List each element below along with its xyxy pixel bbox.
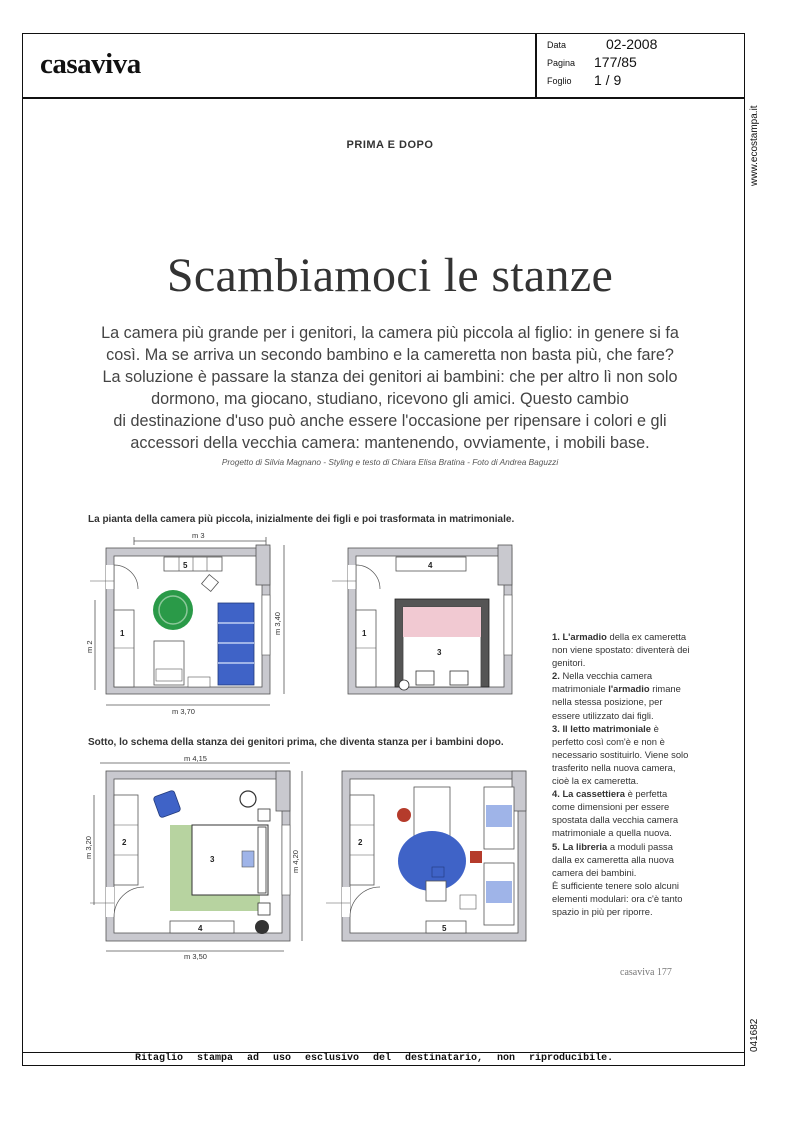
label-4: 4 [198,924,203,933]
logo: casaviva [40,48,141,80]
pagina-value: 177/85 [594,54,637,70]
foglio-label: Foglio [547,76,572,86]
label-2: 2 [358,838,363,847]
intro-line: dormono, ma giocano, studiano, ricevono gli amici. Questo cambio [151,390,629,408]
intro-line: La soluzione è passare la stanza dei genitori ai bambini: che per altro lì non solo [102,368,678,386]
data-value: 02-2008 [606,36,658,52]
dim-left: m 3,20 [84,836,93,859]
dim-right: m 4,20 [291,850,300,873]
folio: casaviva 177 [620,967,672,978]
intro-line: La camera più grande per i genitori, la camera più piccola al figlio: in genere si fa [101,324,679,342]
plan-large-before [84,754,302,961]
legend-item: È sufficiente tenere solo alcuni elementi modulari: ora c'è tanto spazio in più per riporre. [552,879,683,917]
credits: Progetto di Silvia Magnano - Styling e testo di Chiara Elisa Bratina - Foto di Andrea Baguzzi [221,457,559,467]
legend-item: 2. Nella vecchia camera matrimoniale l'armadio rimane nella stessa posizione, per essere utilizzato dai figli. [552,670,681,721]
intro-line: di destinazione d'uso può anche essere l'occasione per ripensare i colori e gli [113,412,667,430]
legend-item: 1. L'armadio della ex cameretta non viene spostato: diventerà dei genitori. [552,631,690,669]
label-1: 1 [362,629,367,638]
label-4: 4 [428,561,433,570]
dim-top: m 4,15 [184,754,207,763]
caption-bottom: Sotto, lo schema della stanza dei genitori prima, che diventa stanza per i bambini dopo. [88,737,504,748]
dim-left: m 2 [85,640,94,653]
code-vertical: 041682 [749,1018,760,1052]
intro-line: accessori della vecchia camera: mantenendo, ovviamente, i mobili base. [130,434,650,452]
footer-notice: Ritaglio stampa ad uso esclusivo del destinatario, non riproducibile. [135,1053,614,1064]
intro-paragraph [50,322,730,454]
legend-item: 5. La libreria a moduli passa dalla ex cameretta alla nuova camera dei bambini. [552,840,674,878]
legend-item: 4. La cassettiera è perfetta come dimensioni per essere spostata dalla vecchia camera matrimoniale a quella nuova. [552,788,679,839]
data-label: Data [547,40,567,50]
label-2: 2 [122,838,127,847]
dim-right: m 3,40 [273,612,282,635]
kicker: PRIMA E DOPO [346,139,434,151]
website-vertical: www.ecostampa.it [749,105,760,186]
legend-item: 3. Il letto matrimoniale è perfetto così com'è e non è necessario sostituirlo. Viene solo trasferito nella nuova camera, cioè la ex cameretta. [552,722,689,787]
plan-small-after [332,545,512,694]
floor-plans [80,525,555,965]
pagina-label: Pagina [547,58,576,68]
dim-top: m 3 [192,531,205,540]
dim-bottom: m 3,70 [172,707,195,716]
label-5: 5 [442,924,447,933]
intro-line: così. Ma se arriva un secondo bambino e la cameretta non basta più, che fare? [106,346,674,364]
plan-small-before [85,531,284,716]
label-1: 1 [120,629,125,638]
plan-large-after [326,771,526,941]
label-3: 3 [437,648,442,657]
caption-top: La pianta della camera più piccola, inizialmente dei figli e poi trasformata in matrimoniale. [88,514,515,525]
dim-bottom: m 3,50 [184,952,207,961]
headline: Scambiamoci le stanze [166,249,614,302]
legend [552,630,692,918]
label-3: 3 [210,855,215,864]
label-5: 5 [183,561,188,570]
foglio-value: 1 / 9 [594,72,622,88]
